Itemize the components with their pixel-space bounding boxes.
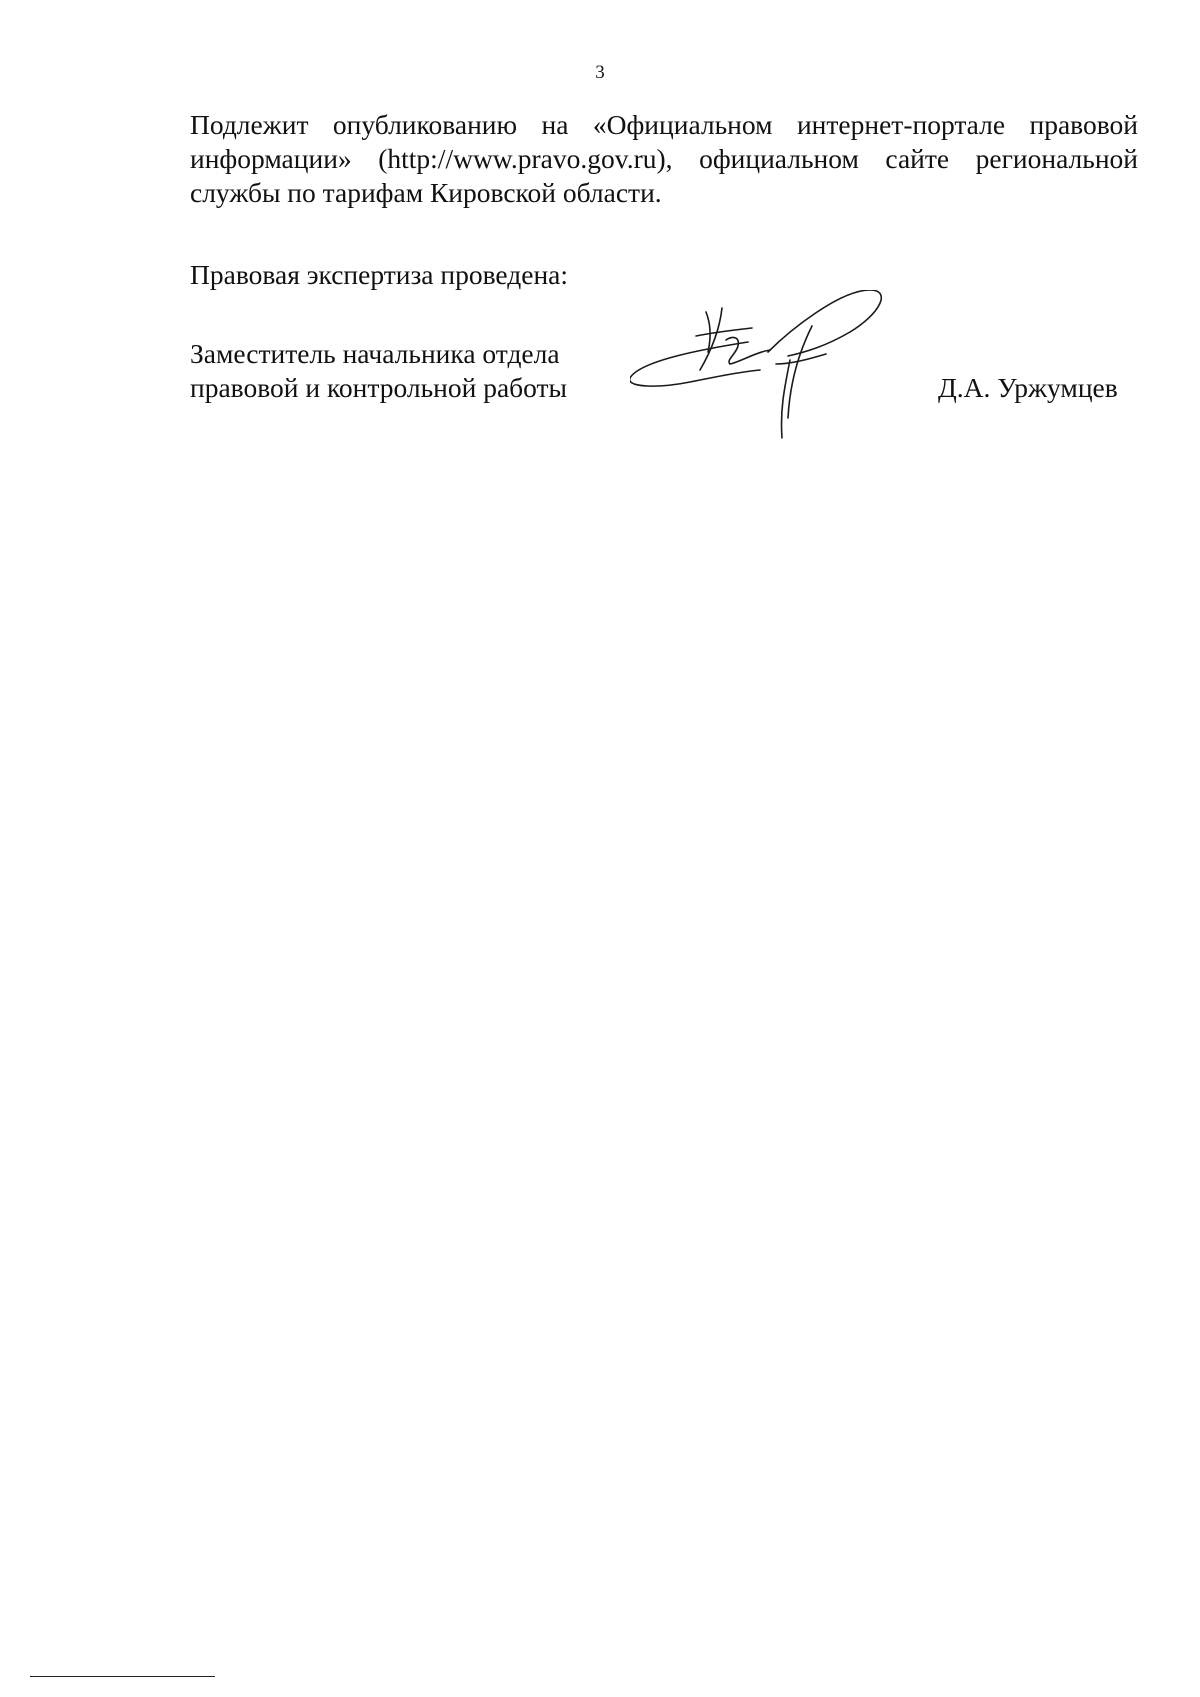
legal-expertise-label: Правовая экспертиза проведена: [190,259,569,290]
publication-note: Подлежит опубликованию на «Официальном интернет-портале правовой информации» (http://www.pravo.gov.ru), официальном сайте региональной службы по тарифам Кировской области. [190,109,1138,208]
signatory-name: Д.А. Уржумцев [938,372,1118,403]
signatory-position-line-1: Заместитель начальника отдела [190,338,560,369]
signatory-position [190,337,567,405]
handwritten-signature [630,290,950,440]
footer-divider [30,1676,215,1677]
signatory-position-line-2: правовой и контрольной работы [190,372,568,403]
page-number: 3 [595,62,605,83]
